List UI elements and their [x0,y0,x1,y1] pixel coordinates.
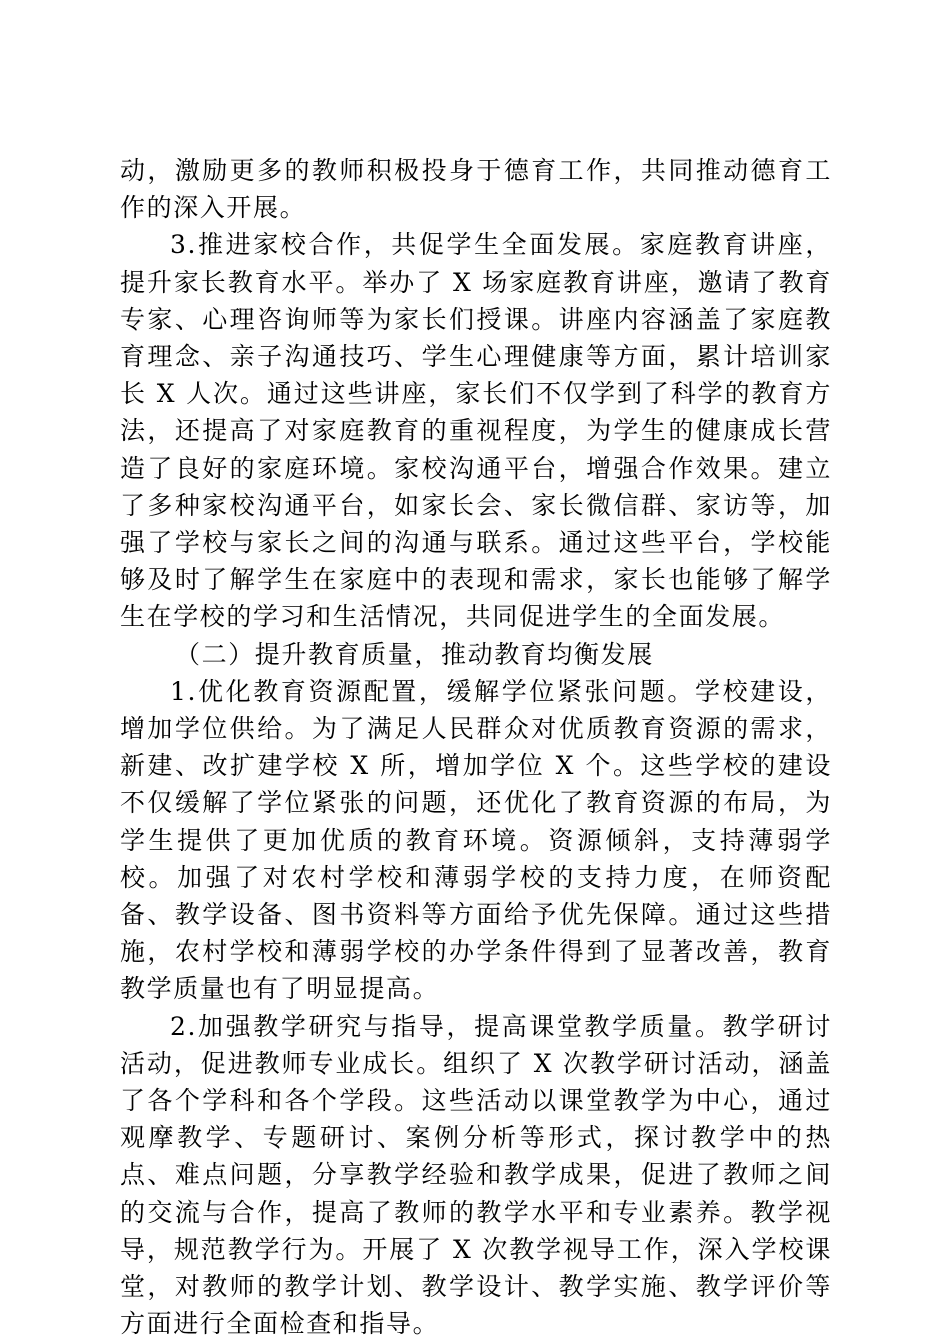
document-body [120,152,832,1343]
section-heading-education-quality: （二）提升教育质量，推动教育均衡发展 [175,639,654,669]
paragraph-teaching-research: 2.加强教学研究与指导，提高课堂教学质量。教学研讨活动，促进教师专业成长。组织了 X 次教学研讨活动，涵盖了各个学科和各个学段。这些活动以课堂教学为中心，通过观摩教学、专题研讨、案例分析等形式，探讨教学中的热点、难点问题，分享教学经验和教学成果，促进了教师之间的交流与合作，提高了教师的教学水平和专业素养。教学视导，规范教学行为。开展了 X 次教学视导工作，深入学校课堂，对教师的教学计划、教学设计、教学实施、教学评价等方面进行全面检查和指导。 [120,1011,832,1339]
paragraph-continuation: 动，激励更多的教师积极投身于德育工作，共同推动德育工作的深入开展。 [120,156,832,223]
paragraph-resource-allocation: 1.优化教育资源配置，缓解学位紧张问题。学校建设，增加学位供给。为了满足人民群众对优质教育资源的需求，新建、改扩建学校 X 所，增加学位 X 个。这些学校的建设不仅缓解了学位紧张的问题，还优化了教育资源的布局，为学生提供了更加优质的教育环境。资源倾斜，支持薄弱学校。加强了对农村学校和薄弱学校的支持力度，在师资配备、教学设备、图书资料等方面给予优先保障。通过这些措施，农村学校和薄弱学校的办学条件得到了显著改善，教育教学质量也有了明显提高。 [120,676,832,1004]
paragraph-home-school-cooperation: 3.推进家校合作，共促学生全面发展。家庭教育讲座，提升家长教育水平。举办了 X 场家庭教育讲座，邀请了教育专家、心理咨询师等为家长们授课。讲座内容涵盖了家庭教育理念、亲子沟通技巧、学生心理健康等方面，累计培训家长 X 人次。通过这些讲座，家长们不仅学到了科学的教育方法，还提高了对家庭教育的重视程度，为学生的健康成长营造了良好的家庭环境。家校沟通平台，增强合作效果。建立了多种家校沟通平台，如家长会、家长微信群、家访等，加强了学校与家长之间的沟通与联系。通过这些平台，学校能够及时了解学生在家庭中的表现和需求，家长也能够了解学生在学校的学习和生活情况，共同促进学生的全面发展。 [120,230,832,632]
